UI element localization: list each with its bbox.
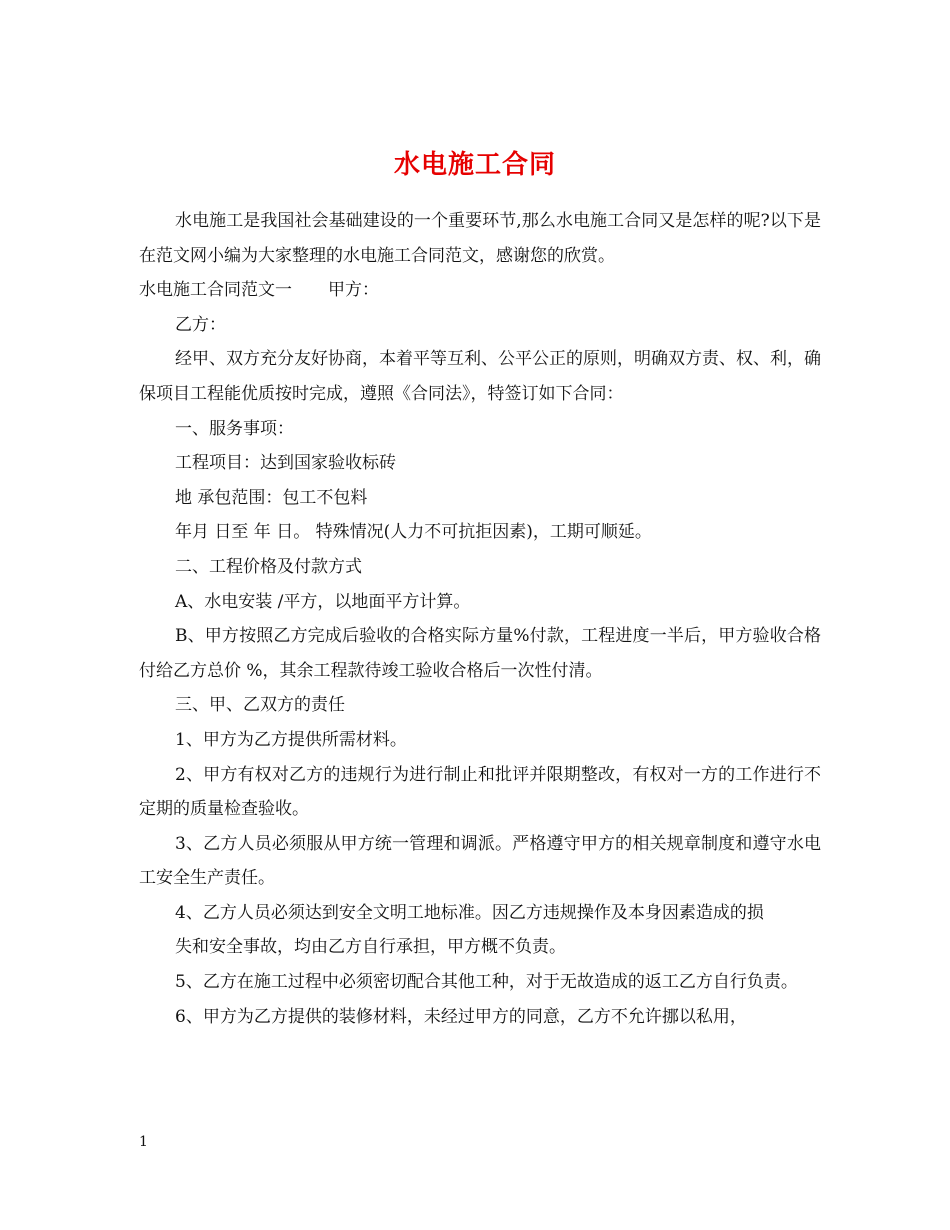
duty-6: 6、甲方为乙方提供的装修材料，未经过甲方的同意，乙方不允许挪以私用， [175,1006,747,1027]
paragraph-intro: 水电施工是我国社会基础建设的一个重要环节,那么水电施工合同又是怎样的呢?以下是在范文网小编为大家整理的水电施工合同范文，感谢您的欣赏。 [139,211,821,266]
party-a-label: 甲方： [328,280,379,301]
section-2-heading: 二、工程价格及付款方式 [175,556,362,577]
paragraph-agreement: 经甲、双方充分友好协商，本着平等互利、公平公正的原则，明确双方责、权、利，确保项目工程能优质按时完成，遵照《合同法》，特签订如下合同： [139,349,821,404]
section-1-heading: 一、服务事项： [175,418,294,439]
duty-4-continued: 失和安全事故，均由乙方自行承担，甲方概不负责。 [175,937,566,958]
paragraph-sample-heading-line [139,273,821,308]
scope-item: 地 承包范围：包工不包料 [175,487,368,508]
document-body [139,204,821,1034]
duty-2: 2、甲方有权对乙方的违规行为进行制止和批评并限期整改，有权对一方的工作进行不定期的质量检查验收。 [139,764,821,820]
price-item-b: B、甲方按照乙方完成后验收的合格实际方量%付款，工程进度一半后，甲方验收合格付给乙方总价 %，其余工程款待竣工验收合格后一次性付清。 [139,626,821,681]
section-3-heading: 三、甲、乙双方的责任 [175,695,345,716]
price-item-a: A、水电安装 /平方，以地面平方计算。 [175,591,471,612]
project-item: 工程项目：达到国家验收标砖 [175,453,396,474]
duty-1: 1、甲方为乙方提供所需材料。 [175,729,407,750]
page-number: 1 [139,1134,148,1150]
duty-3: 3、乙方人员必须服从甲方统一管理和调派。严格遵守甲方的相关规章制度和遵守水电工安全生产责任。 [139,833,821,889]
sample-heading: 水电施工合同范文一 [139,280,292,301]
document-title: 水电施工合同 [393,150,556,181]
period-item: 年月 日至 年 日。 特殊情况(人力不可抗拒因素)，工期可顺延。 [175,522,652,543]
duty-5: 5、乙方在施工过程中必须密切配合其他工种，对于无故造成的返工乙方自行负责。 [175,972,798,993]
party-b-label: 乙方： [175,314,226,335]
duty-4: 4、乙方人员必须达到安全文明工地标准。因乙方违规操作及本身因素造成的损 [175,902,764,923]
